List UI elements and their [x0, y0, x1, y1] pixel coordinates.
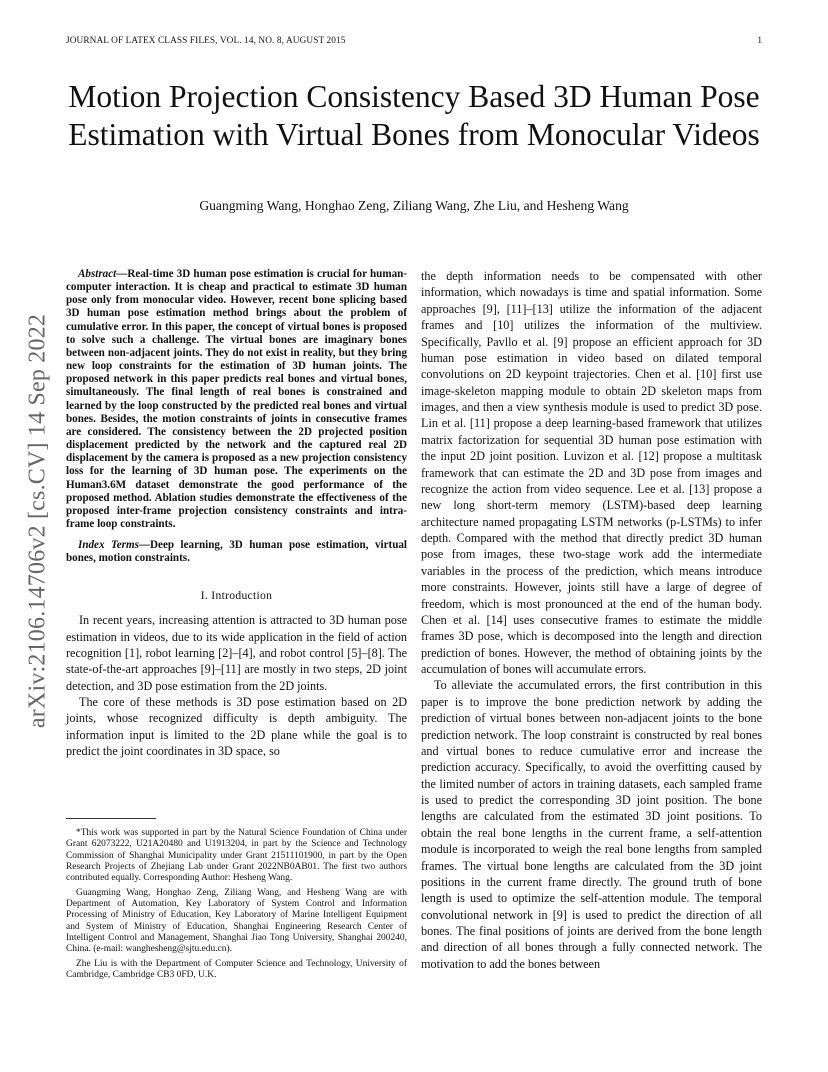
footnotes: [66, 828, 407, 984]
body-paragraph: the depth information needs to be compensated with other information, which nowadays is time and spatial information. Some approaches [9], [11]–[13] utilize the information of the adjacent frames and [10] utilizes the information of the multiview. Specifically, Pavllo et al. [9] propose an efficient approach for 3D human pose estimation in video based on dilated temporal convolutions on 2D keypoint trajectories. Chen et al. [10] first use image-skeleton mapping module to obtain 2D skeleton maps from images, and then a view synthesis module is used to predict 3D pose. Lin et al. [11] propose a deep learning-based framework that utilizes matrix factorization for sequential 3D human pose estimation with the input 2D joint position. Luvizon et al. [12] propose a multitask framework that can estimate the 2D and 3D pose from images and recognize the action from video sequence. Lee et al. [13] propose a new long short-term memory (LSTM)-based deep learning architecture named propagating LSTM networks (p-LSTMs) to infer depth. Compared with the method that directly predict 3D human pose from images, these two-stage work add the intermediate variables in the process of the prediction, which means introduce more constraints. However, joints still have a large of degree of freedom, which is most pronounced at the end of the human body. Chen et al. [14] uses consecutive frames to estimate the middle frames 3D pose, which is decomposed into the length and direction prediction of bones. However, the method of obtaining joints by the accumulation of bones will accumulate errors.: [421, 269, 762, 676]
left-column: [66, 268, 407, 759]
abstract: [66, 268, 407, 531]
index-terms-text: Deep learning, 3D human pose estimation, virtual bones, motion constraints.: [66, 539, 407, 565]
paper-title: Motion Projection Consistency Based 3D Human Pose Estimation with Virtual Bones from Monocular Videos: [68, 79, 760, 152]
running-header: JOURNAL OF LATEX CLASS FILES, VOL. 14, NO. 8, AUGUST 2015: [66, 36, 346, 46]
author-list: Guangming Wang, Honghao Zeng, Ziliang Wang, Zhe Liu, and Hesheng Wang: [199, 198, 629, 213]
footnote-affiliation: Zhe Liu is with the Department of Computer Science and Technology, University of Cambridge, Cambridge CB3 0FD, U.K.: [66, 958, 407, 981]
body-paragraph: To alleviate the accumulated errors, the first contribution in this paper is to improve the bone prediction network by adding the prediction of virtual bones between non-adjacent joints to the bone prediction network. The loop constraint is constructed by real bones and virtual bones to reduce cumulative error and increase the prediction accuracy. Specifically, to avoid the overfitting caused by the limited number of actors in training datasets, each sampled frame is used to predict the corresponding 3D joint position. The bone lengths are calculated from the estimated 3D joint positions. To obtain the real bone lengths in the current frame, a self-attention module is incorporated to weigh the real bone lengths from sampled frames. The virtual bone lengths are calculated from the 3D joint positions in the current frame directly. The ground truth of bone length is used to optimize the self-attention module. The temporal convolutional network in [9] is used to predict the direction of all bones. The final positions of joints are derived from the bone length and direction of all bones through a fully connected network. The motivation to add the bones between: [421, 678, 762, 971]
footnote-funding: *This work was supported in part by the Natural Science Foundation of China under Grant 62073222, U21A20480 and U1913204, in part by the Science and Technology Commission of Shanghai Municipality under Grant 21511101900, in part by the Open Research Projects of Zhejiang Lab under Grant 2022NB0AB01. The first two authors contributed equally. Corresponding Author: Hesheng Wang.: [66, 828, 407, 884]
body-paragraph: In recent years, increasing attention is attracted to 3D human pose estimation in videos, due to its wide application in the field of action recognition [1], robot learning [2]–[4], and robot control [5]–[8]. The state-of-the-art approaches [9]–[11] are mostly in two steps, 2D joint detection, and 3D pose estimation from the 2D joints.: [66, 613, 407, 693]
index-terms-label: Index Terms—: [78, 539, 151, 552]
section-heading: I. Introduction: [200, 589, 273, 603]
arxiv-identifier-text: arXiv:2106.14706v2 [cs.CV] 14 Sep 2022: [24, 313, 51, 729]
index-terms: [66, 539, 407, 565]
right-column: [421, 268, 762, 972]
footnote-divider: [66, 818, 156, 819]
body-paragraph: The core of these methods is 3D pose estimation based on 2D joints, whose recognized difficulty is depth ambiguity. The information input is limited to the 2D plane while the goal is to predict the joint coordinates in 3D space, so: [66, 694, 407, 758]
page-number: 1: [757, 36, 762, 46]
abstract-text: Real-time 3D human pose estimation is crucial for human-computer interaction. It is cheap and practical to estimate 3D human pose only from monocular video. However, recent bone splicing based 3D human pose estimation method brings about the problem of cumulative error. In this paper, the concept of virtual bones is proposed to solve such a challenge. The virtual bones are imaginary bones between non-adjacent joints. They do not exist in reality, but they bring new loop constraints for the estimation of 3D human joints. The proposed network in this paper predicts real bones and virtual bones, simultaneously. The final length of real bones is constrained and learned by the loop constructed by the predicted real bones and virtual bones. Besides, the motion constraints of joints in consecutive frames are considered. The consistency between the 2D projected position displacement predicted by the network and the captured real 2D displacement by the camera is proposed as a new projection consistency loss for the learning of 3D human pose. The experiments on the Human3.6M dataset demonstrate the good performance of the proposed method. Ablation studies demonstrate the effectiveness of the proposed inter-frame projection consistency constraints and intra-frame loop constraints.: [66, 268, 407, 530]
footnote-affiliation: Guangming Wang, Honghao Zeng, Ziliang Wang, and Hesheng Wang are with Department of Automation, Key Laboratory of System Control and Information Processing of Ministry of Education, Key Laboratory of Marine Intelligent Equipment and System of Ministry of Education, Shanghai Engineering Research Center of Intelligent Control and Management, Shanghai Jiao Tong University, Shanghai 200240, China. (e-mail: wanghesheng@sjtu.edu.cn).: [66, 887, 407, 955]
abstract-label: Abstract—: [78, 268, 128, 280]
arxiv-identifier: [20, 285, 56, 757]
